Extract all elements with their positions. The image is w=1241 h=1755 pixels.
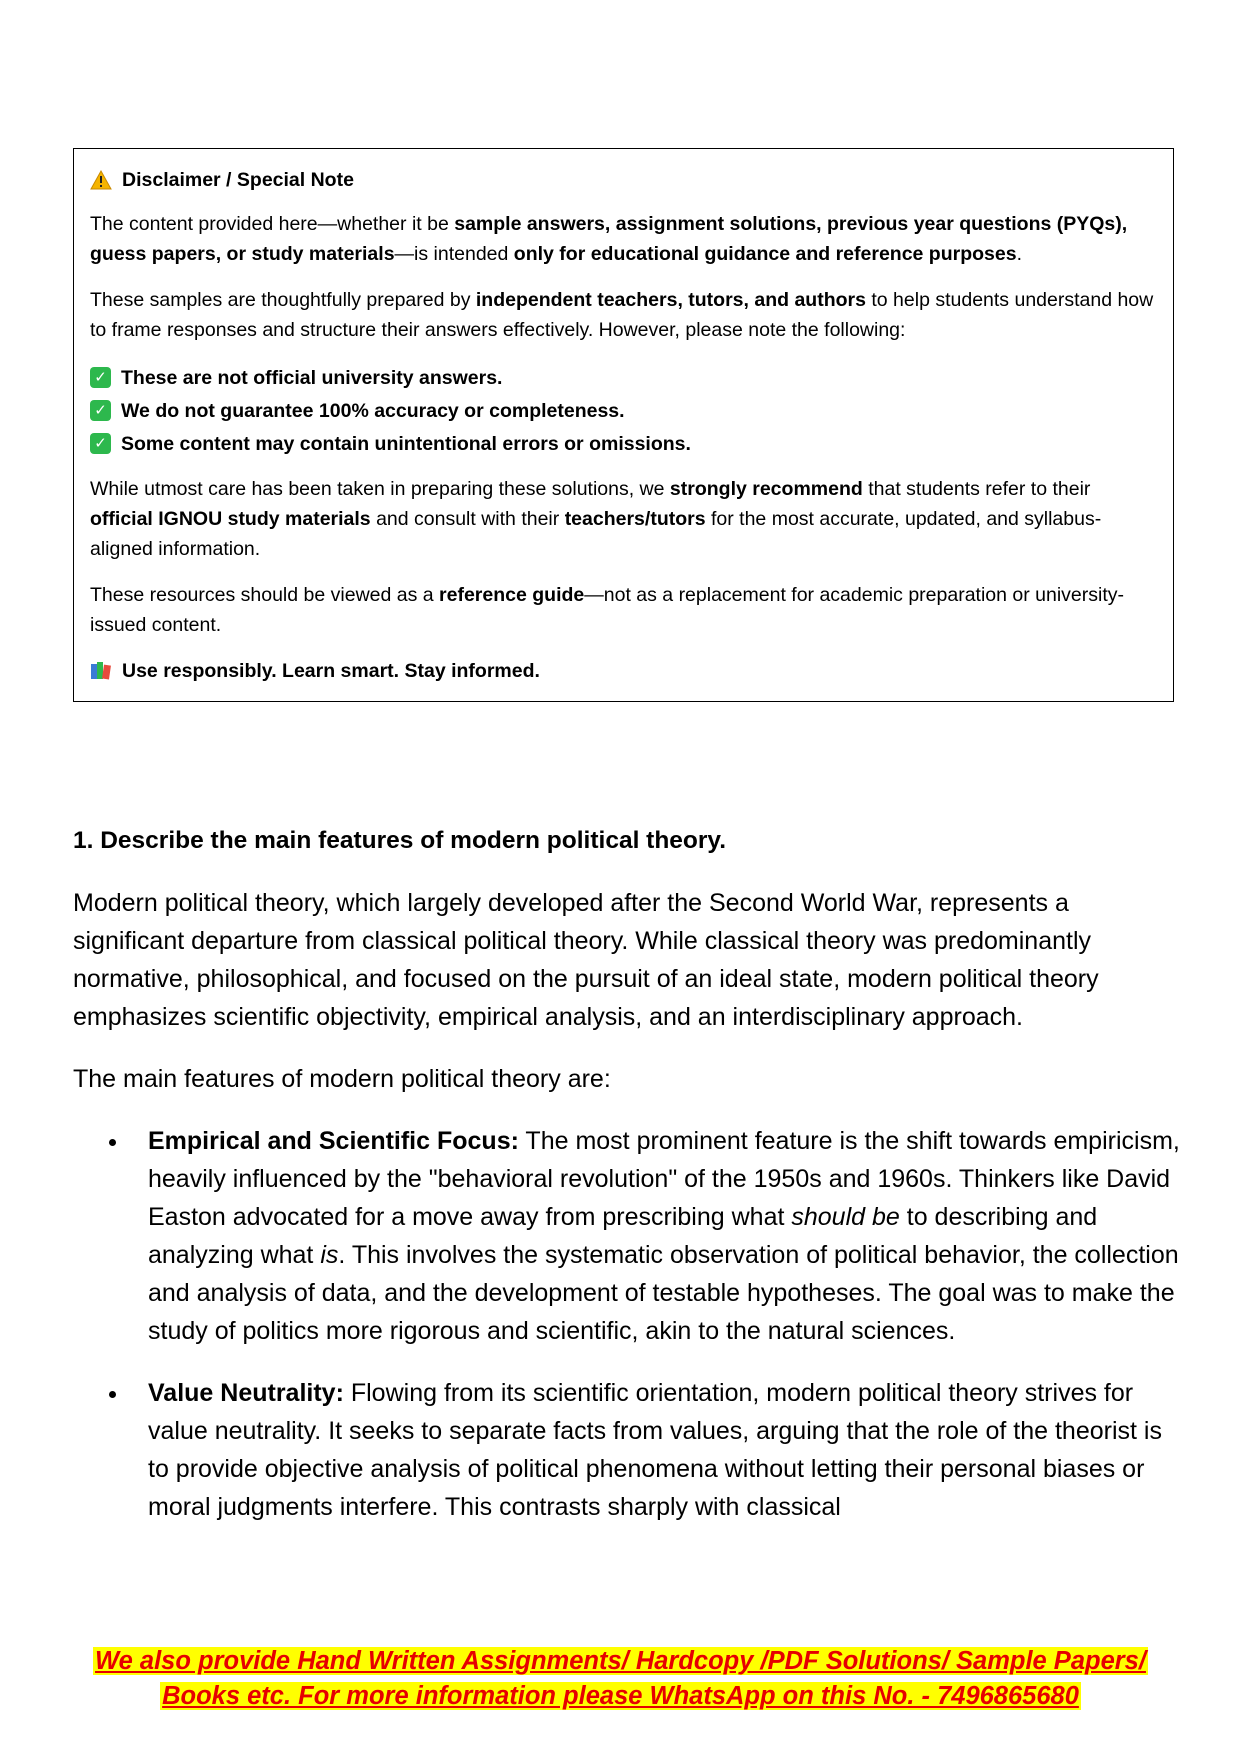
intro-paragraph: Modern political theory, which largely developed after the Second World War, represents a significant departure from classical political theory. While classical theory was predominantly normative, philosophical, and focused on the pursuit of an ideal state, modern political theory emphasizes scientific objectivity, empirical analysis, and an interdisciplinary approach. [73,889,1099,1031]
check-icon: ✓ [90,400,111,421]
bullet-icon [109,1139,116,1146]
disclaimer-paragraph-3 [90,474,1157,564]
disclaimer-title-row [90,165,1157,195]
check-list [90,361,1157,460]
text-run: The most prominent feature is the shift towards empiricism, heavily influenced by the "behavioral revolution" of the 1950s and 1960s. Thinkers like David Easton advocated for a move away from prescribing what [148,1127,1180,1231]
list-item [73,1374,1183,1526]
check-item-label: We do not guarantee 100% accuracy or completeness. [121,399,625,422]
disclaimer-footer-row [90,656,1157,686]
promo-line-2: Books etc. For more information please WhatsApp on this No. - 7496865680 [162,1682,1079,1710]
feature-title: Value Neutrality: [148,1379,344,1407]
bold-run: reference guide [439,584,585,606]
feature-title: Empirical and Scientific Focus: [148,1127,519,1155]
bold-run: sample answers, assignment solutions, previous year questions (PYQs), guess papers, or study materials [90,213,1128,265]
text-run: . [1016,243,1023,265]
italic-run: is [320,1241,339,1269]
feature-list [73,1122,1183,1526]
check-item [90,394,1157,427]
check-item [90,361,1157,394]
bullet-icon [109,1391,116,1398]
text-run: The content provided here—whether it be [90,213,455,235]
text-run: that students refer to their [862,478,1091,500]
bold-run: only for educational guidance and reference purposes [513,243,1017,265]
text-run: While utmost care has been taken in preparing these solutions, we [90,478,670,500]
check-item-label: Some content may contain unintentional errors or omissions. [121,432,691,455]
check-item [90,427,1157,460]
italic-run: should be [791,1203,900,1231]
bold-run: official IGNOU study materials [90,508,371,530]
disclaimer-title: Disclaimer / Special Note [122,169,354,191]
main-content [73,822,1183,1550]
check-icon: ✓ [90,433,111,454]
disclaimer-paragraph-1 [90,209,1157,269]
text-run: . This involves the systematic observation of political behavior, the collection and analysis of data, and the development of testable hypotheses. The goal was to make the study of politics more rigorous and scientific, akin to the natural sciences. [148,1241,1179,1345]
check-icon: ✓ [90,367,111,388]
check-item-label: These are not official university answers. [121,366,503,389]
bold-run: teachers/tutors [564,508,706,530]
text-run: These samples are thoughtfully prepared by [90,289,476,311]
disclaimer-paragraph-4 [90,580,1157,640]
text-run: for the most accurate, updated, and syllabus-aligned information. [90,508,1102,560]
text-run: —is intended [394,243,514,265]
list-item [73,1122,1183,1350]
text-run: to describing and analyzing what [148,1203,1098,1269]
text-run: —not as a replacement for academic preparation or university-issued content. [90,584,1125,636]
warning-icon [90,170,112,190]
bold-run: independent teachers, tutors, and authors [475,289,866,311]
disclaimer-paragraph-2 [90,285,1157,345]
disclaimer-footer: Use responsibly. Learn smart. Stay informed. [122,660,540,682]
bold-run: strongly recommend [669,478,863,500]
lead-paragraph: The main features of modern political theory are: [73,1065,611,1093]
text-run: These resources should be viewed as a [90,584,440,606]
disclaimer-box [73,148,1174,702]
text-run: to help students understand how to frame responses and structure their answers effectively. However, please note the following: [90,289,1154,341]
text-run: and consult with their [370,508,565,530]
books-icon [90,661,112,681]
question-heading: 1. Describe the main features of modern political theory. [73,827,727,854]
promo-line-1: We also provide Hand Written Assignments/ Hardcopy /PDF Solutions/ Sample Papers/ [95,1647,1146,1675]
promo-banner [0,1644,1241,1714]
text-run: Flowing from its scientific orientation, modern political theory strives for value neutrality. It seeks to separate facts from values, arguing that the role of the theorist is to provide objective analysis of political phenomena without letting their personal biases or moral judgments interfere. This contrasts sharply with classical [148,1379,1162,1521]
